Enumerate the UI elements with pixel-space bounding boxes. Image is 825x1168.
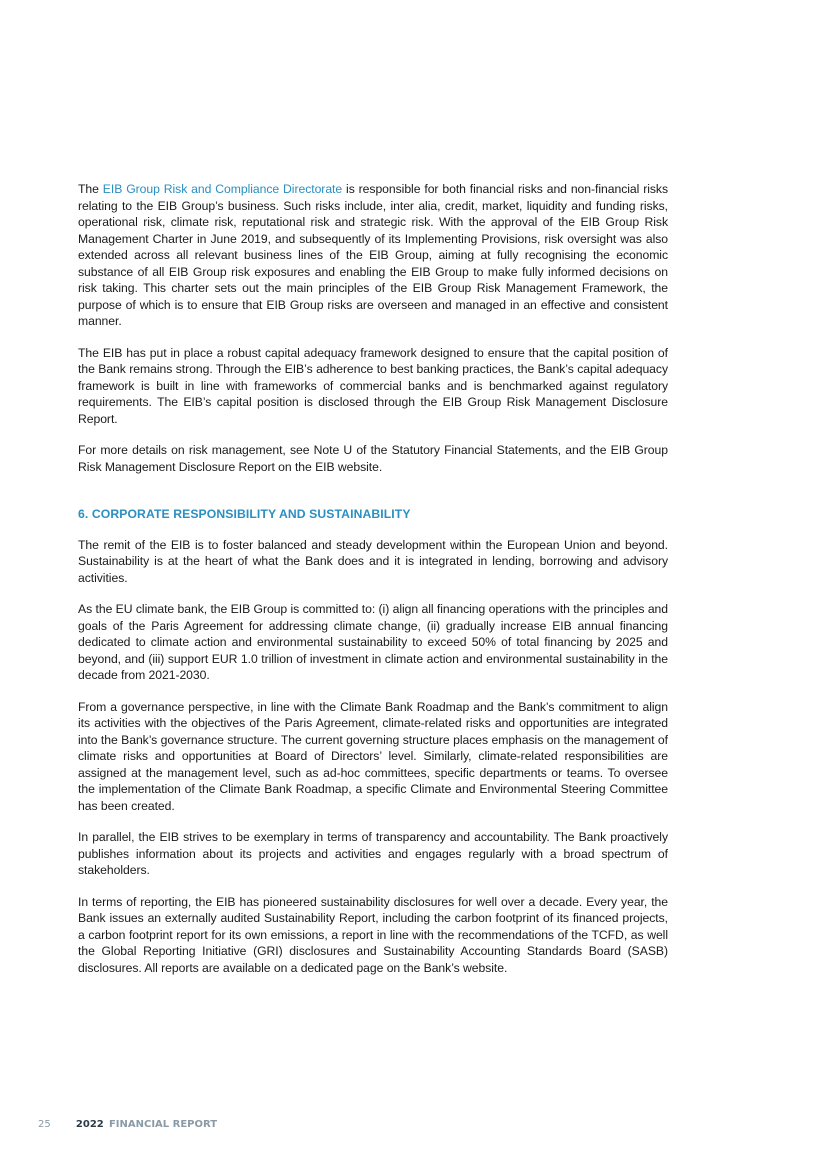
governance-paragraph: From a governance perspective, in line with the Climate Bank Roadmap and the Bank’s commitment to align its activities with the objectives of the Paris Agreement, climate-related risks and opportunities are integrated into the Bank’s governance structure. The current governing structure places emphasis on the management of climate risks and opportunities at Board of Directors’ level. Similarly, climate-related responsibilities are assigned at the management level, such as ad-hoc committees, specific departments or teams. To oversee the implementation of the Climate Bank Roadmap, a specific Climate and Environmental Steering Committee has been created.: [78, 699, 668, 813]
more-details-paragraph: For more details on risk management, see Note U of the Statutory Financial Statements, and the EIB Group Risk Management Disclosure Report on the EIB website.: [78, 443, 668, 474]
page-footer: [38, 1119, 217, 1131]
risk-compliance-directorate-link[interactable]: EIB Group Risk and Compliance Directorate: [102, 182, 343, 196]
capital-adequacy-paragraph: The EIB has put in place a robust capital adequacy framework designed to ensure that the capital position of the Bank remains strong. Through the EIB’s adherence to best banking practices, the Bank’s capital adequacy framework is built in line with frameworks of commercial banks and is benchmarked against regulatory requirements. The EIB’s capital position is disclosed through the EIB Group Risk Management Disclosure Report.: [78, 345, 668, 426]
report-year: 2022: [75, 1119, 104, 1130]
climate-bank-paragraph: As the EU climate bank, the EIB Group is committed to: (i) align all financing operations with the principles and goals of the Paris Agreement for addressing climate change, (ii) gradually increase EIB annual financing dedicated to climate action and environmental sustainability to exceed 50% of total financing by 2025 and beyond, and (iii) support EUR 1.0 trillion of investment in climate action and environmental sustainability in the decade from 2021-2030.: [78, 602, 668, 682]
page-number: 25: [38, 1119, 51, 1130]
paragraph-text: is responsible for both financial risks and non-financial risks relating to the EIB Group’s business. Such risks include, inter alia, credit, market, liquidity and funding risks, operational risk, climate risk, reputational risk and strategic risk. With the approval of the EIB Group Risk Management Charter in June 2019, and subsequently of its Implementing Provisions, risk oversight was also extended across all relevant business lines of the EIB Group, aiming at fully recognising the economic substance of all EIB Group risk exposures and enabling the EIB Group to make fully informed decisions on risk taking. This charter sets out the main principles of the EIB Group Risk Management Framework, the purpose of which is to ensure that EIB Group risks are overseen and managed in an effective and consistent manner.: [78, 182, 668, 328]
reporting-paragraph: In terms of reporting, the EIB has pioneered sustainability disclosures for well over a decade. Every year, the Bank issues an externally audited Sustainability Report, including the carbon footprint of its financed projects, a carbon footprint report for its own emissions, a report in line with the recommendations of the TCFD, as well the Global Reporting Initiative (GRI) disclosures and Sustainability Accounting Standards Board (SASB) disclosures. All reports are available on a dedicated page on the Bank’s website.: [78, 894, 668, 975]
paragraph-text: The: [78, 182, 103, 196]
remit-paragraph: The remit of the EIB is to foster balanced and steady development within the European Union and beyond. Sustainability is at the heart of what the Bank does and it is integrated in lending, borrowing and advisory activities.: [78, 537, 668, 585]
page-body: [78, 181, 668, 991]
risk-directorate-paragraph: [78, 181, 668, 330]
report-title: FINANCIAL REPORT: [108, 1119, 218, 1130]
section-heading: 6. CORPORATE RESPONSIBILITY AND SUSTAINABILITY: [78, 507, 411, 521]
transparency-paragraph: In parallel, the EIB strives to be exemplary in terms of transparency and accountability. The Bank proactively publishes information about its projects and activities and engages regularly with a broad spectrum of stakeholders.: [78, 830, 668, 877]
